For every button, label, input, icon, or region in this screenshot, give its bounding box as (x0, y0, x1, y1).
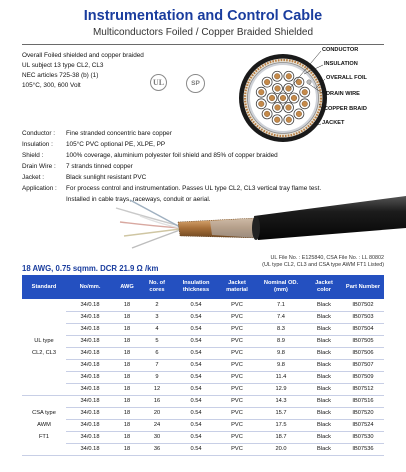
table-row (22, 323, 384, 335)
table-cell: 18 (114, 383, 140, 395)
intro-line: 105°C, 300, 600 Volt (22, 82, 81, 89)
table-cell: Black (306, 323, 342, 335)
spec-key: Application : (22, 185, 57, 192)
label-insulation: INSULATION (324, 61, 358, 67)
table-cell: 3 (140, 311, 174, 323)
standard-line: CL2, CL3 (31, 349, 57, 356)
table-cell: 34/0.18 (66, 347, 114, 359)
standard-line: FT1 (38, 434, 50, 440)
table-cell: 0.54 (174, 383, 218, 395)
table-cell: 0.54 (174, 299, 218, 311)
table-cell: 0.54 (174, 311, 218, 323)
table-cell: 0.54 (174, 407, 218, 419)
table-cell: Black (306, 395, 342, 407)
table-cell: Black (306, 443, 342, 455)
table-cell: IB07516 (342, 395, 384, 407)
core-conductor (296, 111, 302, 117)
table-cell: IB07507 (342, 359, 384, 371)
table-cell: 18 (114, 299, 140, 311)
table-cell: 18 (114, 443, 140, 455)
standard-line: CSA type (32, 410, 56, 416)
spec-key: Insulation : (22, 141, 53, 148)
spec-value: For process control and instrumentation. Passes UL type CL2, CL3 vertical tray flame test. (66, 185, 322, 192)
table-cell: IB07530 (342, 431, 384, 443)
core-conductor (264, 111, 270, 117)
core-conductor (275, 105, 281, 111)
standard-line: UL type (34, 337, 54, 344)
spec-key: Drain Wire : (22, 163, 56, 170)
awg-heading: 18 AWG, 0.75 sqmm. DCR 21.9 Ω /km (22, 264, 159, 273)
table-cell: 9 (140, 371, 174, 383)
table-cell: Black (306, 371, 342, 383)
table-cell: 34/0.18 (66, 359, 114, 371)
table-row (22, 299, 384, 311)
table-cell: PVC (218, 311, 256, 323)
table-cell: 30 (140, 431, 174, 443)
table-header-row (22, 275, 384, 299)
core-conductor (274, 117, 280, 123)
column-header: Nominal OD.(mm) (256, 275, 306, 299)
spec-key: Conductor : (22, 130, 56, 137)
table-cell: 0.54 (174, 359, 218, 371)
table-cell: IB07512 (342, 383, 384, 395)
table-cell: 7 (140, 359, 174, 371)
table-cell: IB07505 (342, 335, 384, 347)
table-cell: 0.54 (174, 371, 218, 383)
table-cell: 18 (114, 347, 140, 359)
label-conductor: CONDUCTOR (322, 47, 359, 53)
column-header: Jacket material (218, 275, 256, 299)
table-cell: IB07524 (342, 419, 384, 431)
table-cell: PVC (218, 323, 256, 335)
table-row (22, 371, 384, 383)
table-cell: 6 (140, 347, 174, 359)
standard-cell (22, 299, 66, 395)
table-cell: 11.4 (256, 371, 306, 383)
standard-cell (22, 395, 66, 455)
table-cell: 34/0.18 (66, 335, 114, 347)
table-cell: PVC (218, 299, 256, 311)
title-divider (22, 44, 384, 45)
spec-key: Jacket : (22, 174, 45, 181)
label-copper-braid: COPPER BRAID (324, 106, 367, 112)
table-cell: 36 (140, 443, 174, 455)
core-conductor (280, 95, 286, 101)
page-title: Instrumentation and Control Cable (83, 8, 323, 24)
table-cell: 8.9 (256, 335, 306, 347)
table-cell: 34/0.18 (66, 407, 114, 419)
table-cell: PVC (218, 383, 256, 395)
table-cell: PVC (218, 431, 256, 443)
table-cell: 18 (114, 335, 140, 347)
table-row (22, 443, 384, 455)
column-header: Insulation thickness (174, 275, 218, 299)
table-cell: 12 (140, 383, 174, 395)
table-cell: 18.7 (256, 431, 306, 443)
column-header: Jacket color (306, 275, 342, 299)
table-cell: 0.54 (174, 323, 218, 335)
intro-line: NEC articles 725-38 (b) (1) (22, 72, 99, 79)
core-conductor (296, 79, 302, 85)
core-conductor (269, 95, 275, 101)
spec-key: Shield : (22, 152, 44, 159)
core-conductor (286, 117, 292, 123)
table-cell: 18 (114, 371, 140, 383)
table-cell: 18 (114, 311, 140, 323)
spec-value: 100% coverage, aluminium polyester foil shield and 85% of copper braided (66, 152, 278, 159)
table-cell: 34/0.18 (66, 383, 114, 395)
table-cell: PVC (218, 419, 256, 431)
table-row (22, 335, 384, 347)
table-cell: 34/0.18 (66, 323, 114, 335)
table-cell: IB07503 (342, 311, 384, 323)
spec-value: Black sunlight resistant PVC (66, 174, 147, 181)
column-header: No/mm. (66, 275, 114, 299)
core-conductor (302, 89, 308, 95)
column-header: Standard (22, 275, 66, 299)
table-row (22, 383, 384, 395)
drain-wire-core (307, 80, 311, 84)
table-cell: 0.54 (174, 431, 218, 443)
table-cell: 2 (140, 299, 174, 311)
table-cell: IB07520 (342, 407, 384, 419)
table-cell: 18 (114, 395, 140, 407)
column-header: AWG (114, 275, 140, 299)
spec-value: 7 strands tinned copper (66, 163, 133, 170)
table-cell: 4 (140, 323, 174, 335)
table-cell: 24 (140, 419, 174, 431)
core-conductor (286, 86, 292, 92)
cross-section-drawing (238, 48, 404, 148)
table-cell: 0.54 (174, 335, 218, 347)
cable-photo (110, 188, 406, 260)
table-cell: 0.54 (174, 347, 218, 359)
table-cell: Black (306, 311, 342, 323)
page-subtitle: Multiconductors Foiled / Copper Braided Shielded (92, 27, 314, 38)
table-cell: PVC (218, 359, 256, 371)
table-cell: 15.7 (256, 407, 306, 419)
ul-listed-logo: UL (150, 74, 167, 91)
table-cell: PVC (218, 371, 256, 383)
table-cell: 34/0.18 (66, 443, 114, 455)
core-conductor (258, 89, 264, 95)
core-conductor (264, 79, 270, 85)
cable-cross-section (238, 48, 404, 148)
table-cell: IB07509 (342, 371, 384, 383)
table-cell: 16 (140, 395, 174, 407)
table-cell: IB07536 (342, 443, 384, 455)
intro-line: UL subject 13 type CL2, CL3 (22, 62, 104, 69)
table-row (22, 347, 384, 359)
label-overall-foil: OVERALL FOIL (326, 75, 367, 81)
table-cell: 18 (114, 359, 140, 371)
table-cell: 0.54 (174, 419, 218, 431)
table-cell: 8.3 (256, 323, 306, 335)
spec-value: Fine stranded concentric bare copper (66, 130, 172, 137)
table-cell: Black (306, 407, 342, 419)
table-cell: IB07504 (342, 323, 384, 335)
label-jacket: JACKET (322, 120, 345, 126)
application-extra: Installed in cable trays, raceways, conduit or aerial. (66, 196, 211, 203)
table-cell: Black (306, 431, 342, 443)
core-conductor (291, 95, 297, 101)
table-cell: Black (306, 299, 342, 311)
table-cell: Black (306, 419, 342, 431)
table-cell: 7.1 (256, 299, 306, 311)
table-row (22, 359, 384, 371)
table-cell: 0.54 (174, 395, 218, 407)
table-cell: 18 (114, 431, 140, 443)
table-cell: 17.5 (256, 419, 306, 431)
core-conductor (286, 73, 292, 79)
table-cell: 12.9 (256, 383, 306, 395)
intro-block (22, 51, 144, 91)
table-row (22, 311, 384, 323)
table-cell: 7.4 (256, 311, 306, 323)
table-cell: 20.0 (256, 443, 306, 455)
table-cell: IB07502 (342, 299, 384, 311)
table-cell: 14.3 (256, 395, 306, 407)
file-note-line1: UL File No. : E125840, CSA File No. : LL 80802 (270, 255, 384, 261)
table-cell: 18 (114, 419, 140, 431)
core-conductor (258, 101, 264, 107)
table-row (22, 407, 384, 419)
spec-value: 105°C PVC optional PE, XLPE, PP (66, 141, 166, 148)
table-cell: PVC (218, 443, 256, 455)
table-cell: 18 (114, 407, 140, 419)
core-conductor (302, 101, 308, 107)
cable-spec-table (22, 275, 384, 456)
table-cell: 0.54 (174, 443, 218, 455)
table-cell: 34/0.18 (66, 431, 114, 443)
table-cell: PVC (218, 347, 256, 359)
core-conductor (274, 73, 280, 79)
standard-line: AWM (37, 422, 51, 428)
core-conductor (275, 86, 281, 92)
csa-certified-logo: SP (186, 74, 205, 93)
core-conductor (286, 105, 292, 111)
table-cell: 34/0.18 (66, 299, 114, 311)
column-header: Part Number (342, 275, 384, 299)
table-cell: Black (306, 383, 342, 395)
table-row (22, 431, 384, 443)
table-cell: 34/0.18 (66, 395, 114, 407)
table-cell: 34/0.18 (66, 371, 114, 383)
table-row (22, 419, 384, 431)
table-cell: Black (306, 347, 342, 359)
table-cell: 34/0.18 (66, 311, 114, 323)
table-cell: IB07506 (342, 347, 384, 359)
intro-line: Overall Foiled shielded and copper braided (22, 52, 144, 59)
file-note-line2: (UL type CL2, CL3 and CSA type AWM FT1 Listed) (262, 262, 384, 268)
column-header: No. of cores (140, 275, 174, 299)
table-cell: 9.8 (256, 359, 306, 371)
table-cell: PVC (218, 407, 256, 419)
table-cell: 34/0.18 (66, 419, 114, 431)
table-cell: Black (306, 335, 342, 347)
table-cell: Black (306, 359, 342, 371)
table-cell: 18 (114, 323, 140, 335)
table-cell: PVC (218, 395, 256, 407)
table-cell: PVC (218, 335, 256, 347)
table-cell: 9.8 (256, 347, 306, 359)
label-drain-wire: DRAIN WIRE (326, 91, 360, 97)
table-cell: 20 (140, 407, 174, 419)
table-cell: 5 (140, 335, 174, 347)
table-row (22, 395, 384, 407)
